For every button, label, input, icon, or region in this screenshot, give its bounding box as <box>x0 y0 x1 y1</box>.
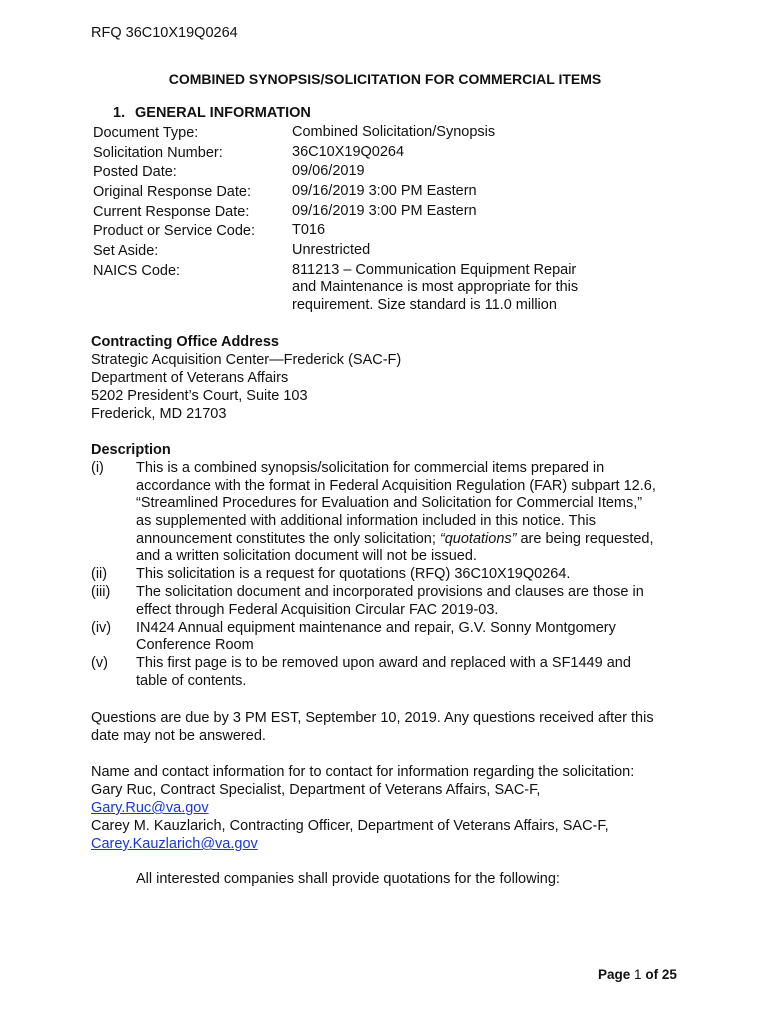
info-key: Current Response Date: <box>93 203 250 220</box>
list-item-label: (iv) <box>91 619 112 636</box>
general-info-table <box>93 124 613 314</box>
of-word: of <box>645 967 659 982</box>
info-value: 09/16/2019 3:00 PM Eastern <box>292 183 477 200</box>
questions-line: date may not be answered. <box>91 728 266 744</box>
list-line-part: announcement constitutes the only solicitation; <box>136 530 440 547</box>
section-title: GENERAL INFORMATION <box>135 105 311 121</box>
office-line: Department of Veterans Affairs <box>91 370 289 386</box>
info-value-line: and Maintenance is most appropriate for this <box>292 279 579 296</box>
info-row <box>93 163 613 183</box>
info-value: T016 <box>292 222 326 239</box>
info-value: 09/16/2019 3:00 PM Eastern <box>292 202 477 219</box>
list-line: and a written solicitation document will not be issued. <box>136 548 477 565</box>
info-value: Unrestricted <box>292 242 371 259</box>
contact-2-email-link[interactable]: Carey.Kauzlarich@va.gov <box>91 836 258 852</box>
office-heading: Contracting Office Address <box>91 334 279 350</box>
rfq-header: RFQ 36C10X19Q0264 <box>91 25 238 41</box>
info-key: NAICS Code: <box>93 262 181 279</box>
list-line-part: are being requested, <box>516 530 654 547</box>
info-key: Document Type: <box>93 125 199 141</box>
info-row <box>93 183 613 203</box>
list-item-label: (ii) <box>91 566 108 583</box>
quotations-emphasis: “quotations” <box>439 530 517 547</box>
office-line: Frederick, MD 21703 <box>91 406 227 422</box>
list-item <box>91 459 691 565</box>
info-key: Original Response Date: <box>93 184 251 201</box>
list-line: This solicitation is a request for quotations (RFQ) 36C10X19Q0264. <box>136 566 571 583</box>
list-item-label: (v) <box>91 654 108 671</box>
list-item <box>91 654 691 689</box>
list-line: This first page is to be removed upon award and replaced with a SF1449 and <box>136 654 631 671</box>
info-row <box>93 242 613 262</box>
page-title: COMBINED SYNOPSIS/SOLICITATION FOR COMMERCIAL ITEMS <box>168 71 602 87</box>
contact-1: Gary Ruc, Contract Specialist, Department of Veterans Affairs, SAC-F, <box>91 782 541 798</box>
list-line: accordance with the format in Federal Acquisition Regulation (FAR) subpart 12.6, <box>136 477 656 494</box>
list-item-text <box>136 654 691 689</box>
contracting-office <box>91 333 691 423</box>
contact-1-email-link[interactable]: Gary.Ruc@va.gov <box>91 800 209 816</box>
list-line: The solicitation document and incorporated provisions and clauses are those in <box>136 584 644 601</box>
list-item-text <box>136 565 691 583</box>
info-row <box>93 222 613 242</box>
page-total: 25 <box>661 967 677 982</box>
questions-paragraph <box>91 709 691 745</box>
contacts-intro: Name and contact information for to contact for information regarding the solicitation: <box>91 764 635 780</box>
page-word: Page <box>598 967 631 982</box>
closing-line: All interested companies shall provide quotations for the following: <box>136 871 560 887</box>
description-section: Description (i) This is a combined synopsis/solicitation for commercial items prepared in accordance with the format in Federal Acquisition Regulation (FAR) subpart 12.6, “Streamlined Procedures for Evaluation and Solicitation for Commercial Items,” as supplemented with additional information included in this notice. This announcement constitutes the only solicitation; “quotations” are being requested, and a written solicitation document will not be issued. (ii) This solicitation is a request for quotations (RFQ) 36C10X19Q0264. (iii) The solicitation document and incorporated provisions and clauses are those in effect through Federal Acquisition Circular FAC 2019-03. (iv) IN424 Annual equipment maintenance and repair, G.V. Sonny Montgomery Conference Room (v) This first page is to be removed upon award and replaced with a SF1449 and table of contents. <box>91 459 691 689</box>
info-row <box>93 144 613 164</box>
list-line: effect through Federal Acquisition Circular FAC 2019-03. <box>136 601 499 618</box>
list-item-text <box>136 619 691 654</box>
list-item <box>91 565 691 583</box>
info-key: Product or Service Code: <box>93 223 255 240</box>
contact-2: Carey M. Kauzlarich, Contracting Officer, Department of Veterans Affairs, SAC-F, <box>91 818 609 834</box>
info-value: Combined Solicitation/Synopsis <box>292 124 496 140</box>
info-value: 36C10X19Q0264 <box>292 143 405 160</box>
questions-line: Questions are due by 3 PM EST, September 10, 2019. Any questions received after this <box>91 710 654 726</box>
list-item <box>91 583 691 618</box>
info-value: 09/06/2019 <box>292 163 365 180</box>
list-line: “Streamlined Procedures for Evaluation and Solicitation for Commercial Items,” <box>136 495 643 512</box>
section-number: 1. <box>113 105 126 121</box>
list-line <box>136 530 691 548</box>
list-item <box>91 619 691 654</box>
list-item-label: (i) <box>91 460 104 476</box>
list-item-text <box>136 459 691 565</box>
info-key: Posted Date: <box>93 164 177 181</box>
info-value-line: requirement. Size standard is 11.0 million <box>292 296 557 313</box>
info-key: Solicitation Number: <box>93 144 223 161</box>
list-line: This is a combined synopsis/solicitation for commercial items prepared in <box>136 460 605 476</box>
section-heading-general <box>113 104 311 122</box>
office-line: Strategic Acquisition Center—Frederick (SAC-F) <box>91 352 402 368</box>
info-value <box>292 262 613 315</box>
contacts-paragraph <box>91 763 691 853</box>
list-item-label: (iii) <box>91 584 111 601</box>
list-line: IN424 Annual equipment maintenance and repair, G.V. Sonny Montgomery <box>136 619 616 636</box>
info-row <box>93 203 613 223</box>
info-key: Set Aside: <box>93 243 159 260</box>
info-value-line: 811213 – Communication Equipment Repair <box>292 261 577 278</box>
page-number: 1 <box>634 967 642 982</box>
office-line: 5202 President’s Court, Suite 103 <box>91 388 308 404</box>
list-line: Conference Room <box>136 637 254 654</box>
page-footer <box>598 966 677 984</box>
list-line: as supplemented with additional information included in this notice. This <box>136 513 596 530</box>
list-line: table of contents. <box>136 672 247 689</box>
list-item-text <box>136 583 691 618</box>
info-row <box>93 262 613 315</box>
info-row <box>93 124 613 144</box>
